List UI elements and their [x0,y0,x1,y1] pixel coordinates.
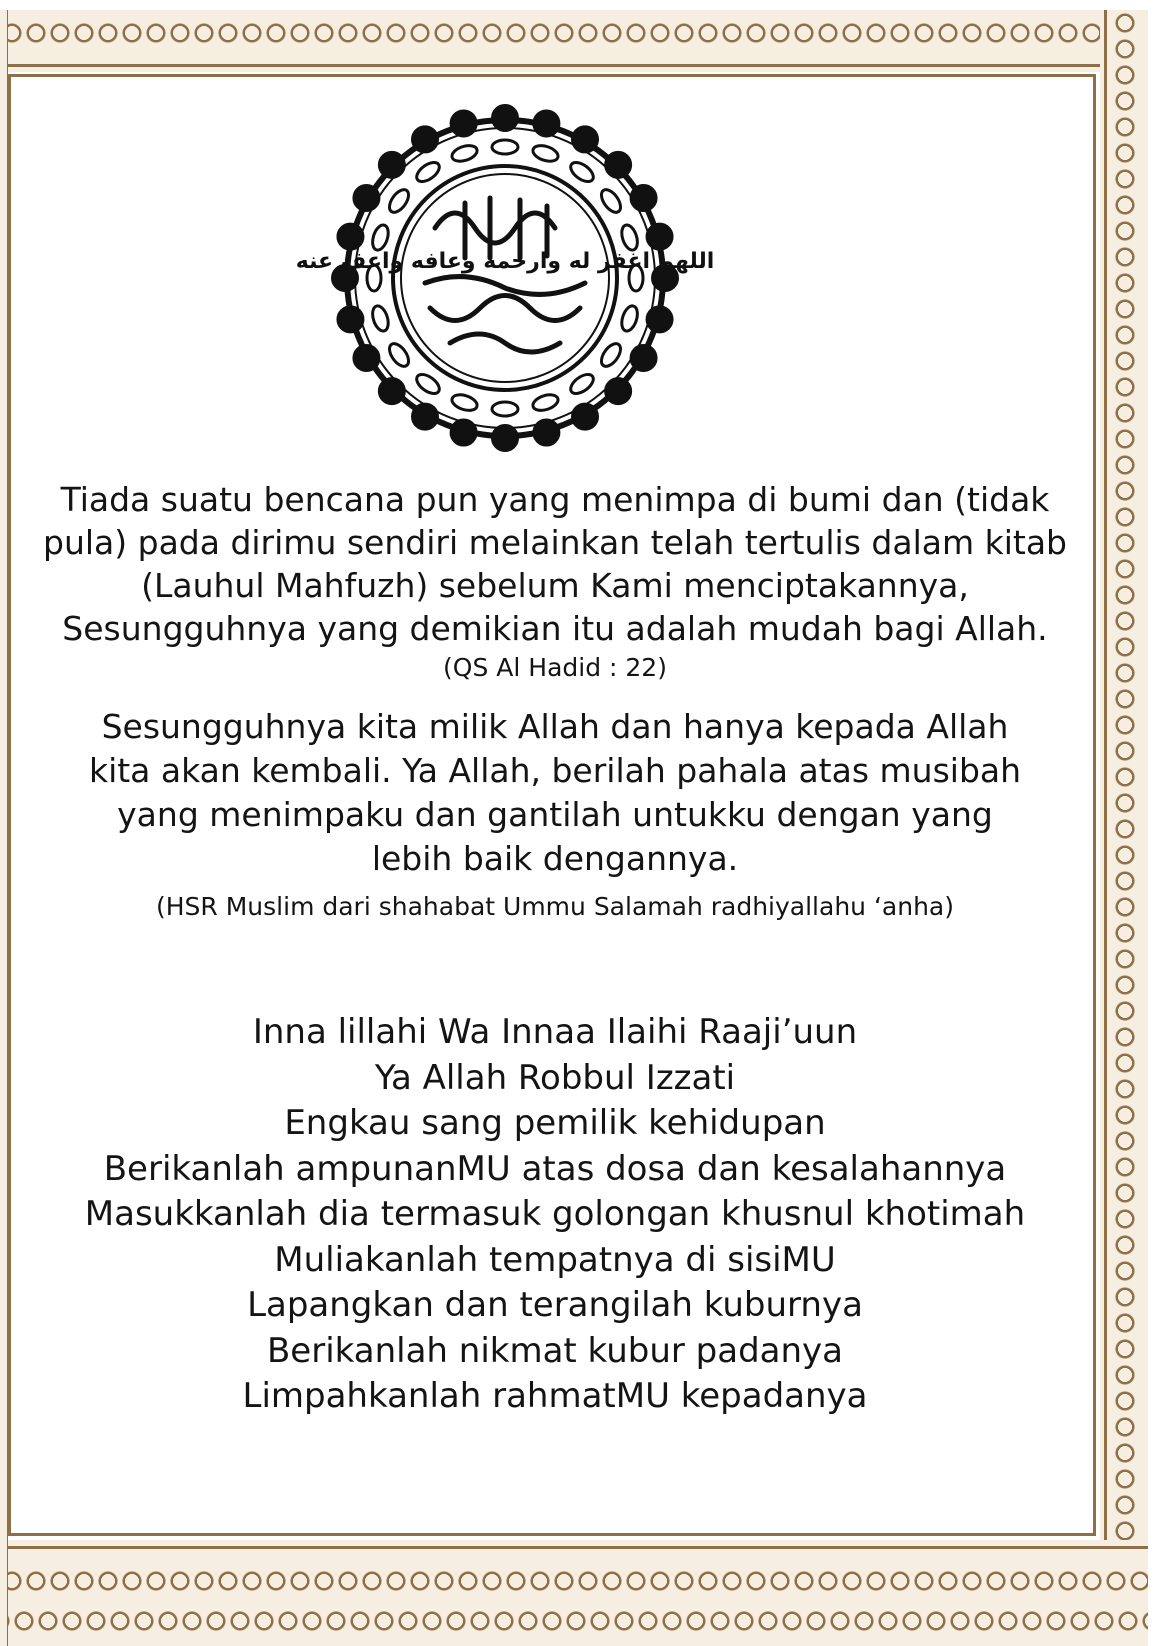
prayer-line: Berikanlah nikmat kubur padanya [266,1330,843,1371]
ornamental-border-right [1100,10,1148,1646]
verse-line: (Lauhul Mahfuzh) sebelum Kami menciptakannya, [141,566,969,605]
calligraphy-medallion [295,108,715,448]
hadith-line: yang menimpaku dan gantilah untukku dengan yang [117,795,993,834]
prayer-line: Masukkanlah dia termasuk golongan khusnul khotimah [84,1194,1026,1234]
hadith-reference: (HSR Muslim dari shahabat Ummu Salamah radhiyallahu ‘anha) [156,892,954,921]
prayer-line: Engkau sang pemilik kehidupan [284,1103,826,1143]
prayer-line: Limpahkanlah rahmatMU kepadanya [242,1376,868,1416]
ornamental-border-bottom [0,1540,1148,1646]
verse-line: Tiada suatu bencana pun yang menimpa di bumi dan (tidak [60,480,1050,519]
hadith-line: lebih baik dengannya. [371,839,739,878]
verse-reference: (QS Al Hadid : 22) [443,653,667,682]
prayer-line: Muliakanlah tempatnya di sisiMU [274,1239,836,1280]
hadith-line: Sesungguhnya kita milik Allah dan hanya kepada Allah [101,707,1009,746]
verse-line: Sesungguhnya yang demikian itu adalah mudah bagi Allah. [62,609,1048,648]
arabic-calligraphy: اللهم اغفر له وارحمه وعافه واعف عنه [295,249,715,274]
ornamental-border-top [0,10,1148,72]
prayer-line: Inna lillahi Wa Innaa Ilaihi Raaji’uun [252,1012,858,1052]
hadith-text [20,705,1090,881]
hadith-line: kita akan kembali. Ya Allah, berilah pahala atas musibah [88,751,1022,790]
prayer-line: Lapangkan dan terangilah kuburnya [247,1285,863,1325]
quran-verse [20,478,1090,650]
verse-line: pula) pada dirimu sendiri melainkan telah tertulis dalam kitab [43,523,1067,562]
ornamental-border-left [0,10,8,1646]
prayer-line: Berikanlah ampunanMU atas dosa dan kesalahannya [103,1148,1007,1189]
prayer-line: Ya Allah Robbul Izzati [374,1057,736,1098]
prayer-text [20,1010,1090,1420]
